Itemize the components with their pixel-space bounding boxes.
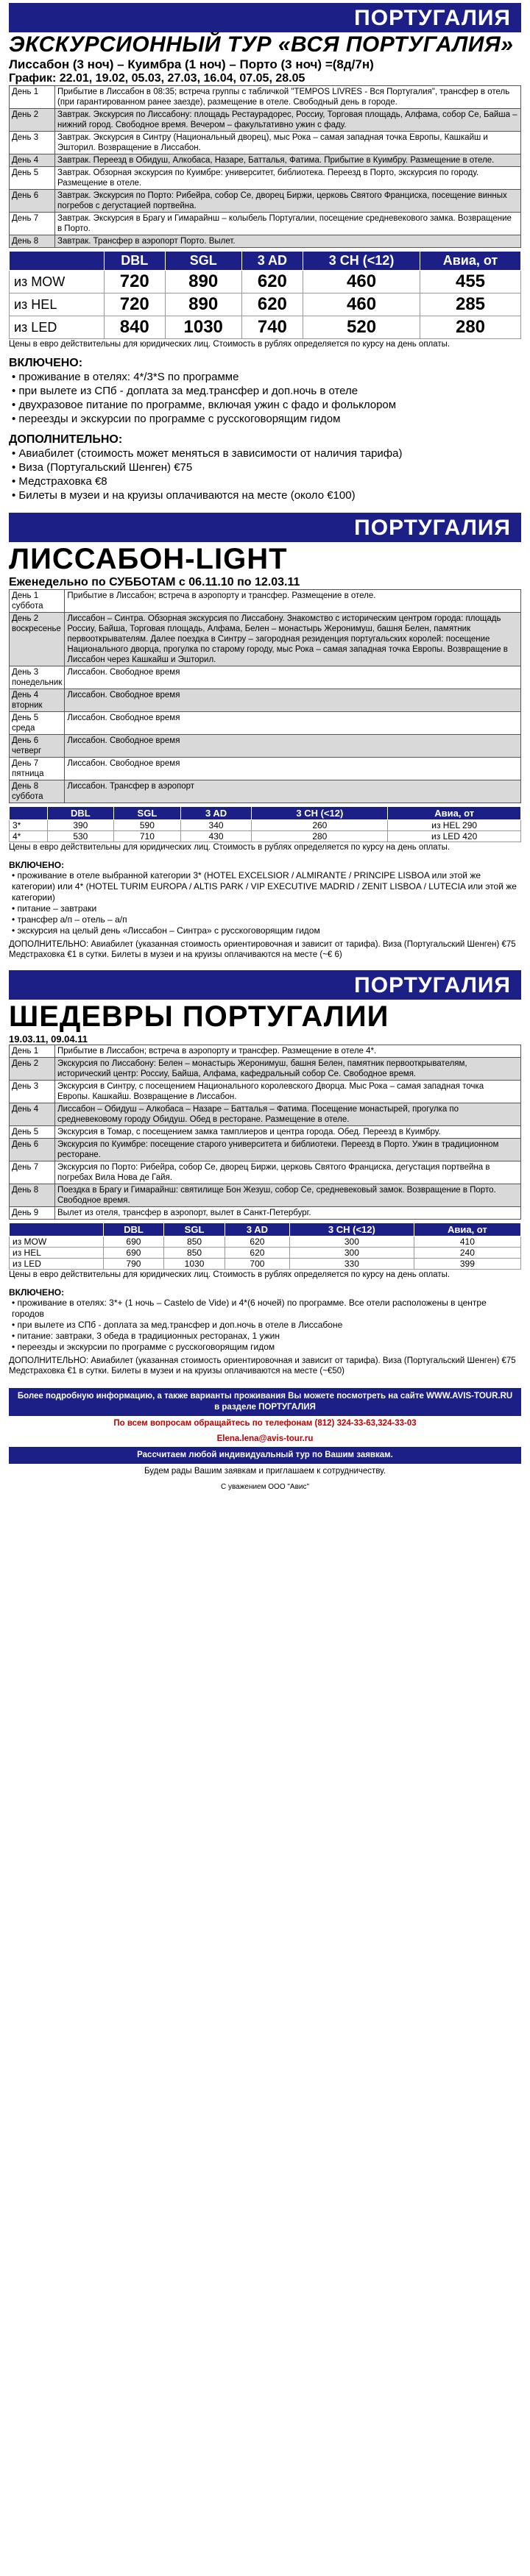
program-day-label: День 3	[10, 1081, 55, 1103]
program-day-text: Лиссабон. Свободное время	[65, 712, 521, 735]
footer-invite-line: Будем рады Вашим заявкам и приглашаем к сотрудничеству.	[144, 1467, 386, 1476]
price-cell: 890	[165, 271, 241, 293]
program-day-label: День 1	[10, 1045, 55, 1058]
price-cell: 330	[290, 1259, 414, 1270]
program-day-text: Лиссабон. Свободное время	[65, 666, 521, 689]
program-day-text: Экскурсия по Куимбре: посещение старого университета и библиотеки. Переезд в Порто. Ужин в традиционном ресторане.	[55, 1139, 521, 1161]
program-day-row	[10, 758, 521, 780]
price-cell: 260	[252, 820, 388, 831]
price-column-header: Авиа, от	[388, 807, 521, 820]
program-day-label: День 7 пятница	[10, 758, 65, 780]
program-day-text: Прибытие в Лиссабон; встреча в аэропорту и трансфер. Размещение в отеле.	[65, 590, 521, 613]
footer-site-line[interactable]: Более подробную информацию, а также варианты проживания Вы можете посмотреть на сайте WWW.AVIS-TOUR.RU в разделе ПОРТУГАЛИЯ	[17, 1392, 513, 1412]
price-cell: 740	[241, 316, 303, 339]
program-day-label: День 5	[10, 167, 55, 190]
program-day-text: Экскурсия в Томар, с посещением замка тамплиеров и центра города. Обед. Переезд в Куимбру.	[55, 1126, 521, 1139]
program-day-text: Завтрак. Экскурсия в Брагу и Гимарайнш – колыбель Португалии, посещение средневекового замка. Возвращение в Порто.	[55, 213, 521, 235]
price-cell: 840	[104, 316, 165, 339]
program-day-label: День 2 воскресенье	[10, 613, 65, 666]
program-day-label: День 6 четверг	[10, 735, 65, 758]
price-cell: 300	[290, 1237, 414, 1248]
price-cell: 280	[252, 831, 388, 842]
tour1-price-table	[9, 251, 521, 339]
list-item: • экскурсия на целый день «Лиссабон – Синтра» с русскоговорящим гидом	[12, 925, 521, 936]
program-day-label: День 1 суббота	[10, 590, 65, 613]
price-cell: 620	[225, 1248, 289, 1259]
program-day-text: Экскурсия по Порто: Рибейра, собор Се, дворец Биржи, церковь Святого Франциска, дегустация портвейна в погребах Вила Нова де Гайя.	[55, 1161, 521, 1184]
tour2-included-heading: ВКЛЮЧЕНО:	[9, 860, 65, 870]
price-column-header: SGL	[114, 807, 181, 820]
footer-individual-line: Рассчитаем любой индивидуальный тур по Вашим заявкам.	[137, 1451, 393, 1459]
price-column-header: 3 CH (<12)	[252, 807, 388, 820]
tour1-price-note: Цены в евро действительны для юридических лиц. Стоимость в рублях определяется по курсу на день оплаты.	[9, 340, 451, 349]
program-day-row	[10, 190, 521, 213]
program-day-row	[10, 132, 521, 154]
program-day-row	[10, 666, 521, 689]
tour2-program	[9, 589, 521, 803]
footer-individual-band	[9, 1447, 521, 1464]
program-day-row	[10, 689, 521, 712]
price-cell: 690	[103, 1237, 164, 1248]
program-day-label: День 4	[10, 154, 55, 167]
price-cell: 455	[420, 271, 521, 293]
program-day-row	[10, 1207, 521, 1220]
price-cell: 690	[103, 1248, 164, 1259]
price-cell: 620	[225, 1237, 289, 1248]
tour3-price-note: Цены в евро действительны для юридических лиц. Стоимость в рублях определяется по курсу на день оплаты.	[9, 1270, 451, 1279]
tour1-included-list	[9, 370, 521, 426]
program-day-text: Поездка в Брагу и Гимарайнш: святилище Бон Жезуш, собор Се, средневековый замок. Возвращение в Порто. Свободное время.	[55, 1184, 521, 1207]
program-day-text: Завтрак. Экскурсия в Синтру (Национальный дворец), мыс Рока – самая западная точка Европы, Кашкайш и Эшторил. Возвращение в Лиссабон.	[55, 132, 521, 154]
price-column-header: SGL	[165, 252, 241, 271]
price-cell: 850	[164, 1237, 225, 1248]
price-column-header: DBL	[47, 807, 114, 820]
program-day-row	[10, 235, 521, 248]
program-day-label: День 8	[10, 235, 55, 248]
tour3-included-heading: ВКЛЮЧЕНО:	[9, 1287, 65, 1298]
price-city: из MOW	[10, 271, 105, 293]
tour1-included-heading: ВКЛЮЧЕНО:	[9, 357, 83, 369]
tour2-price-note: Цены в евро действительны для юридических лиц. Стоимость в рублях определяется по курсу на день оплаты.	[9, 843, 451, 852]
price-cell: 240	[414, 1248, 520, 1259]
program-day-text: Лиссабон – Синтра. Обзорная экскурсия по Лиссабону. Знакомство с историческим центром города: площадь Россиу, Байша, Торговая площадь, Алфама, Белен – монастырь Жеронимуш, башня Белен, памятник первооткрывателям. Далее поездка в Синтру – загородная резиденция португальских королей: посещение Национального дворца, прогулка по старому городу, мыс Рока – самая западная точка Европы. Возвращение в Лиссабон через Кашкайш и Эшторил.	[65, 613, 521, 666]
list-item: • Медстраховка €8	[12, 474, 521, 488]
price-column-header: DBL	[103, 1223, 164, 1237]
price-cell: 530	[47, 831, 114, 842]
program-day-text: Завтрак. Обзорная экскурсия по Куимбре: университет, библиотека. Переезд в Порто, экскурсия по городу. Размещение в отеле.	[55, 167, 521, 190]
program-day-label: День 6	[10, 190, 55, 213]
list-item: • проживание в отеле выбранной категории 3* (HOTEL EXCELSIOR / ALMIRANTE / PRINCIPE LISBOA или этой же категории) или 4* (HOTEL TURIM EUROPA / ALTIS PARK / VIP EXECUTIVE MADRID / ZENIT LISBOA / LUTECIA или этой же категории)	[12, 870, 521, 903]
price-column-header: SGL	[164, 1223, 225, 1237]
price-row	[10, 316, 521, 339]
price-city: 3*	[10, 820, 48, 831]
price-row	[10, 831, 521, 842]
price-column-header	[10, 252, 105, 271]
price-cell: из HEL 290	[388, 820, 521, 831]
tour1-extra-heading: ДОПОЛНИТЕЛЬНО:	[9, 433, 123, 446]
program-day-text: Экскурсия по Лиссабону: Белен – монастырь Жеронимуш, башня Белен, памятник первооткрывателям, исторический центр: Россиу, Байша, Алфама, кафедральный собор Се. Свободное время.	[55, 1058, 521, 1081]
program-day-row	[10, 1058, 521, 1081]
list-item: • Виза (Португальский Шенген) €75	[12, 460, 521, 474]
program-day-text: Лиссабон. Свободное время	[65, 758, 521, 780]
price-cell: 390	[47, 820, 114, 831]
price-cell: 300	[290, 1248, 414, 1259]
program-day-text: Завтрак. Переезд в Обидуш, Алкобаса, Назаре, Батталья, Фатима. Прибытие в Куимбру. Размещение в отеле.	[55, 154, 521, 167]
price-cell: 620	[241, 271, 303, 293]
price-row	[10, 1237, 521, 1248]
price-row	[10, 1248, 521, 1259]
price-row	[10, 271, 521, 293]
list-item: • при вылете из СПб - доплата за мед.трансфер и доп.ночь в отеле	[12, 384, 521, 398]
program-day-label: День 3 понедельник	[10, 666, 65, 689]
price-cell: 620	[241, 293, 303, 316]
program-day-text: Экскурсия в Синтру, с посещением Национального королевского Дворца. Мыс Рока – самая западная точка Европы. Кашкайш. Возвращение в Лиссабон.	[55, 1081, 521, 1103]
price-cell: 410	[414, 1237, 520, 1248]
program-day-row	[10, 1139, 521, 1161]
tour3-title: ШЕДЕВРЫ ПОРТУГАЛИИ	[9, 1000, 389, 1033]
brand-banner-2: ПОРТУГАЛИЯ	[9, 513, 521, 542]
price-column-header: Авиа, от	[420, 252, 521, 271]
price-row	[10, 820, 521, 831]
price-column-header: Авиа, от	[414, 1223, 520, 1237]
footer-info-band	[9, 1388, 521, 1416]
price-row	[10, 1259, 521, 1270]
price-row	[10, 293, 521, 316]
price-cell: 340	[180, 820, 252, 831]
list-item: • проживание в отелях: 4*/3*S по программе	[12, 370, 521, 384]
price-column-header	[10, 807, 48, 820]
tour2-price-table	[9, 806, 521, 842]
price-cell: 460	[303, 293, 420, 316]
tour2-extra: ДОПОЛНИТЕЛЬНО: Авиабилет (указанная стоимость ориентировочная и зависит от тарифа). Виза (Португальский Шенген) €75 Медстраховка €1 в сутки. Билеты в музеи и на круизы оплачиваются на месте (~€ 6)	[9, 940, 516, 959]
tour2-title: ЛИССАБОН-LIGHT	[9, 543, 288, 575]
tour3-extra: ДОПОЛНИТЕЛЬНО: Авиабилет (указанная стоимость ориентировочная и зависит от тарифа). Виза (Португальский Шенген) €75 Медстраховка €1 в сутки. Билеты в музеи и на круизы оплачиваются на месте (~€50)	[9, 1356, 516, 1376]
tour2-included-list	[9, 870, 521, 936]
price-cell: 460	[303, 271, 420, 293]
program-day-row	[10, 780, 521, 803]
price-cell: 720	[104, 293, 165, 316]
program-day-label: День 3	[10, 132, 55, 154]
price-cell: 890	[165, 293, 241, 316]
price-cell: из LED 420	[388, 831, 521, 842]
price-cell: 280	[420, 316, 521, 339]
program-day-text: Прибытие в Лиссабон; встреча в аэропорту и трансфер. Размещение в отеле 4*.	[55, 1045, 521, 1058]
program-day-row	[10, 1184, 521, 1207]
price-city: из LED	[10, 316, 105, 339]
program-day-label: День 5 среда	[10, 712, 65, 735]
program-day-text: Завтрак. Экскурсия по Лиссабону: площадь Рестаурадорес, Россиу, Торговая площадь, Алфама, собор Се, Байша – нижний город. Свободное время. Вечером – факультативно ужин с фаду.	[55, 109, 521, 132]
tour1-title: ЭКСКУРСИОННЫЙ ТУР «ВСЯ ПОРТУГАЛИЯ»	[9, 32, 514, 57]
program-day-row	[10, 109, 521, 132]
program-day-label: День 6	[10, 1139, 55, 1161]
tour3-schedule: 19.03.11, 09.04.11	[9, 1033, 88, 1045]
program-day-label: День 8 суббота	[10, 780, 65, 803]
program-day-label: День 2	[10, 109, 55, 132]
program-day-row	[10, 1161, 521, 1184]
price-cell: 720	[104, 271, 165, 293]
price-cell: 399	[414, 1259, 520, 1270]
list-item: • питание – завтраки	[12, 903, 521, 914]
program-day-label: День 7	[10, 1161, 55, 1184]
price-cell: 1030	[165, 316, 241, 339]
price-column-header: 3 AD	[225, 1223, 289, 1237]
program-day-row	[10, 1126, 521, 1139]
price-column-header: 3 CH (<12)	[290, 1223, 414, 1237]
tour1-program	[9, 85, 521, 248]
price-column-header: 3 AD	[180, 807, 252, 820]
price-cell: 430	[180, 831, 252, 842]
price-column-header: 3 CH (<12)	[303, 252, 420, 271]
price-cell: 1030	[164, 1259, 225, 1270]
program-day-label: День 4	[10, 1103, 55, 1126]
list-item: • переезды и экскурсии по программе с русскоговорящим гидом	[12, 412, 521, 426]
price-city: из HEL	[10, 1248, 104, 1259]
footer-phone-line: По всем вопросам обращайтесь по телефонам (812) 324-33-63,324-33-03	[113, 1419, 417, 1428]
program-day-label: День 5	[10, 1126, 55, 1139]
program-day-text: Лиссабон. Свободное время	[65, 689, 521, 712]
program-day-label: День 4 вторник	[10, 689, 65, 712]
program-day-row	[10, 1081, 521, 1103]
program-day-row	[10, 86, 521, 109]
footer-email-link[interactable]: Elena.lena@avis-tour.ru	[216, 1434, 314, 1443]
list-item: • трансфер а/п – отель – а/п	[12, 914, 521, 925]
price-cell: 700	[225, 1259, 289, 1270]
tour3-included-list	[9, 1298, 521, 1353]
footer-signature: С уважением ООО "Авис"	[220, 1483, 310, 1491]
price-city: 4*	[10, 831, 48, 842]
price-city: из MOW	[10, 1237, 104, 1248]
tour3-price-table	[9, 1223, 521, 1270]
program-day-row	[10, 735, 521, 758]
brand-banner-3: ПОРТУГАЛИЯ	[9, 970, 521, 1000]
price-column-header: 3 AD	[241, 252, 303, 271]
program-day-label: День 8	[10, 1184, 55, 1207]
list-item: • питание: завтраки, 3 обеда в традиционных ресторанах, 1 ужин	[12, 1331, 521, 1342]
list-item: • переезды и экскурсии по программе с русскоговорящим гидом	[12, 1342, 521, 1353]
price-cell: 850	[164, 1248, 225, 1259]
tour1-extra-list	[9, 446, 521, 502]
program-day-row	[10, 167, 521, 190]
tour2-schedule: Еженедельно по СУББОТАМ с 06.11.10 по 12.03.11	[9, 576, 300, 588]
price-city: из LED	[10, 1259, 104, 1270]
program-day-label: День 2	[10, 1058, 55, 1081]
price-column-header	[10, 1223, 104, 1237]
program-day-row	[10, 154, 521, 167]
program-day-label: День 7	[10, 213, 55, 235]
list-item: • Авиабилет (стоимость может меняться в зависимости от наличия тарифа)	[12, 446, 521, 460]
tour1-route: Лиссабон (3 ноч) – Куимбра (1 ноч) – Порто (3 ноч) =(8д/7н)	[9, 57, 374, 71]
program-day-row	[10, 213, 521, 235]
program-day-text: Лиссабон – Обидуш – Алкобаса – Назаре – Батталья – Фатима. Посещение монастырей, прогулка по средневековому городу Обидуш. Обед в ресторане. Размещение в отеле.	[55, 1103, 521, 1126]
program-day-row	[10, 1103, 521, 1126]
price-cell: 710	[114, 831, 181, 842]
price-cell: 285	[420, 293, 521, 316]
price-city: из HEL	[10, 293, 105, 316]
program-day-text: Прибытие в Лиссабон в 08:35; встреча группы с табличкой "TEMPOS LIVRES - Вся Португалия", трансфер в отель (при гарантированном ранее заезде), размещение в отеле. Свободный день в городе.	[55, 86, 521, 109]
program-day-label: День 1	[10, 86, 55, 109]
program-day-row	[10, 590, 521, 613]
tour3-program	[9, 1045, 521, 1220]
program-day-row	[10, 712, 521, 735]
program-day-text: Лиссабон. Свободное время	[65, 735, 521, 758]
list-item: • проживание в отелях: 3*+ (1 ночь – Castelo de Vide) и 4*(6 ночей) по программе. Все отели расположены в центре городов	[12, 1298, 521, 1320]
program-day-text: Завтрак. Экскурсия по Порто: Рибейра, собор Се, дворец Биржи, церковь Святого Франциска, посещение винных погребов с дегустацией портвейна.	[55, 190, 521, 213]
list-item: • двухразовое питание по программе, включая ужин с фадо и фольклором	[12, 398, 521, 412]
program-day-text: Вылет из отеля, трансфер в аэропорт, вылет в Санкт-Петербург.	[55, 1207, 521, 1220]
program-day-row	[10, 1045, 521, 1058]
price-cell: 790	[103, 1259, 164, 1270]
tour1-schedule: График: 22.01, 19.02, 05.03, 27.03, 16.04, 07.05, 28.05	[9, 72, 305, 85]
price-cell: 520	[303, 316, 420, 339]
list-item: • Билеты в музеи и на круизы оплачиваются на месте (около €100)	[12, 488, 521, 502]
program-day-text: Завтрак. Трансфер в аэропорт Порто. Вылет.	[55, 235, 521, 248]
program-day-label: День 9	[10, 1207, 55, 1220]
list-item: • при вылете из СПб - доплата за мед.трансфер и доп.ночь в отеле в Лиссабоне	[12, 1320, 521, 1331]
price-column-header: DBL	[104, 252, 165, 271]
brand-banner: ПОРТУГАЛИЯ	[9, 3, 521, 32]
program-day-text: Лиссабон. Трансфер в аэропорт	[65, 780, 521, 803]
program-day-row	[10, 613, 521, 666]
price-cell: 590	[114, 820, 181, 831]
